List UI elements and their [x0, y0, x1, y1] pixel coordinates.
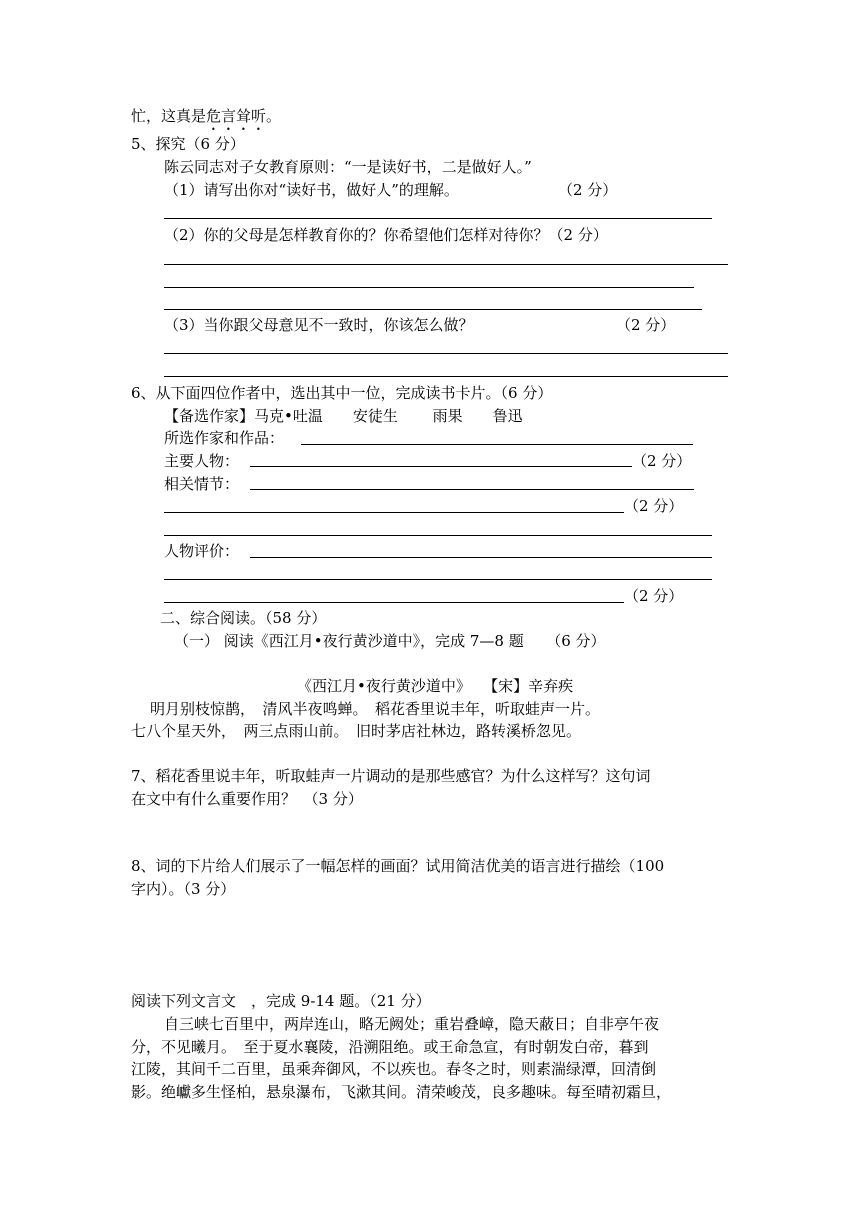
answer-line	[250, 466, 632, 467]
answer-line	[164, 579, 712, 580]
q6-character-label: 主要人物：	[164, 452, 240, 470]
q8-line-2: 字内）。（3 分）	[131, 880, 236, 898]
answer-line	[164, 602, 624, 603]
top-line-prefix: 忙，这真是	[131, 107, 207, 125]
answer-line	[164, 309, 702, 310]
passage-line-2: 分，不见曦月。 至于夏水襄陵，沿溯阻绝。或王命急宣，有时朝发白帝，暮到	[131, 1038, 649, 1056]
q5-sub3-score: （2 分）	[616, 316, 676, 334]
q5-sub2: （2）你的父母是怎样教育你的？你希望他们怎样对待你？（2 分）	[164, 226, 608, 244]
section2-title: 二、综合阅读。（58 分）	[160, 609, 327, 627]
answer-line	[250, 489, 694, 490]
q6-plot-score: （2 分）	[624, 497, 684, 515]
dotted-idiom: 危言耸听	[206, 107, 267, 125]
q7-line-2: 在文中有什么重要作用？ （3 分）	[131, 790, 363, 808]
q5-sub1-score: （2 分）	[558, 181, 618, 199]
passage-line-3: 江陵，其间千二百里，虽乘奔御风，不以疾也。春冬之时，则素湍绿潭，回清倒	[131, 1060, 657, 1078]
q5-sub1: （1）请写出你对“读好书，做好人”的理解。	[164, 181, 459, 199]
answer-line	[250, 557, 712, 558]
passage-intro: 阅读下列文言文 ，完成 9-14 题。（21 分）	[131, 992, 431, 1010]
passage-line-1: 自三峡七百里中，两岸连山，略无阙处；重岩叠嶂，隐天蔽日；自非亭午夜	[164, 1015, 660, 1033]
answer-line	[164, 535, 712, 536]
poem-line-2: 七八个星天外， 两三点雨山前。 旧时茅店社林边，路转溪桥忽见。	[131, 722, 582, 740]
q6-review-score: （2 分）	[624, 587, 684, 605]
answer-line	[301, 444, 693, 445]
passage-line-4: 影。绝巘多生怪柏，悬泉瀑布，飞漱其间。清荣峻茂，良多趣味。每至晴初霜旦，	[131, 1083, 672, 1101]
q5-sub3: （3）当你跟父母意见不一致时，你该怎么做？	[164, 316, 474, 334]
q6-authors: 【备选作家】马克•吐温 安徒生 雨果 鲁迅	[164, 407, 523, 425]
q8-line-1: 8、词的下片给人们展示了一幅怎样的画面？试用简洁优美的语言进行描绘（100	[131, 857, 665, 875]
section2-part1: （一） 阅读《西江月•夜行黄沙道中》，完成 7—8 题 （6 分）	[174, 632, 606, 650]
q7-line-1: 7、稻花香里说丰年，听取蛙声一片调动的是那些感官？为什么这样写？这句词	[131, 767, 651, 785]
q6-review-label: 人物评价：	[164, 542, 240, 560]
answer-line	[164, 287, 694, 288]
poem-line-1: 明月别枝惊鹊， 清风半夜鸣蝉。 稻花香里说丰年，听取蛙声一片。	[150, 700, 601, 718]
top-line-suffix: 。	[266, 107, 282, 125]
answer-line	[164, 218, 712, 219]
q6-plot-label: 相关情节：	[164, 475, 240, 493]
answer-line	[164, 376, 728, 377]
top-line	[131, 106, 281, 134]
answer-line	[164, 353, 728, 354]
q6-work-label: 所选作家和作品：	[164, 429, 285, 447]
q6-title: 6、从下面四位作者中，选出其中一位，完成读书卡片。（6 分）	[131, 384, 553, 402]
poem-title: 《西江月•夜行黄沙道中》 【宋】辛弃疾	[297, 677, 574, 695]
q5-quote: 陈云同志对子女教育原则：“一是读好书，二是做好人。”	[164, 158, 532, 176]
answer-line	[164, 264, 728, 265]
answer-line	[164, 512, 624, 513]
q5-title: 5、探究（6 分）	[131, 135, 245, 153]
q6-character-score: （2 分）	[632, 452, 692, 470]
